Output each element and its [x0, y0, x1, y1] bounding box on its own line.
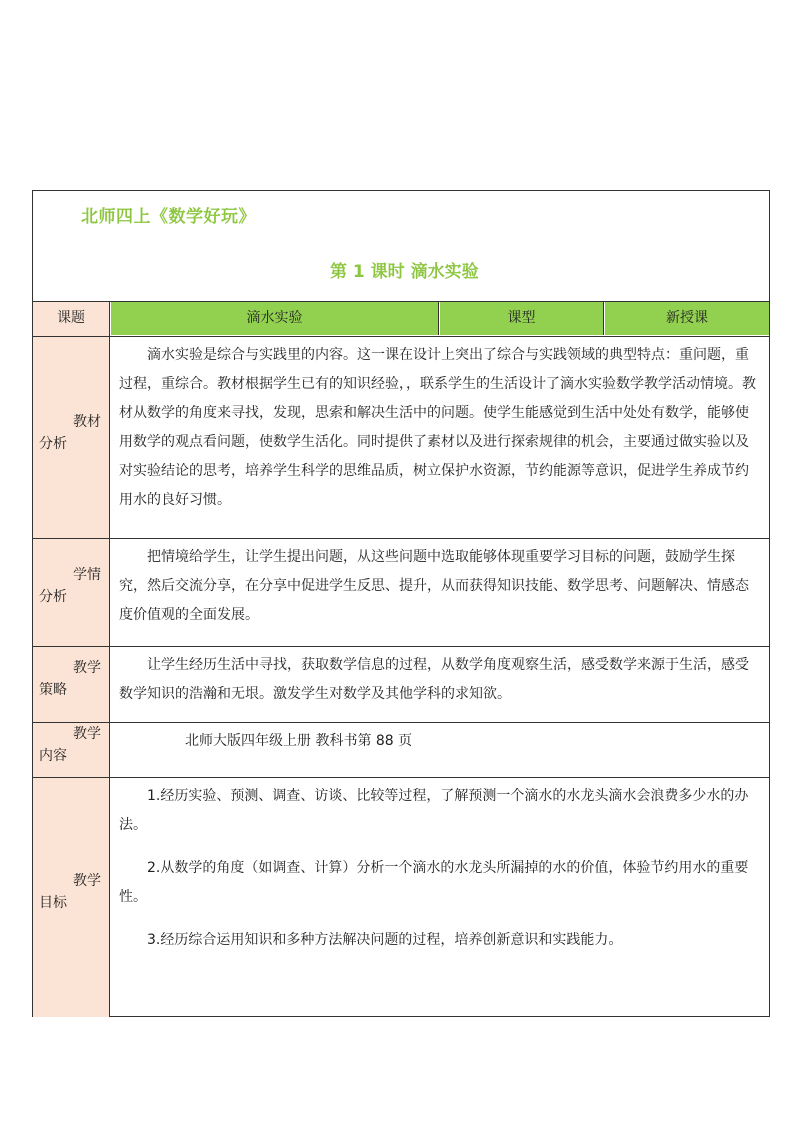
teaching-content-row [33, 722, 769, 777]
title-block [33, 191, 769, 301]
series-title: 北师四上《数学好玩》 [81, 207, 256, 227]
teaching-goals-row [33, 777, 769, 1017]
student-analysis-text: 把情境给学生，让学生提出问题，从这些问题中选取能够体现重要学习目标的问题，鼓励学生探究，然后交流分享，在分享中促进学生反思、提升，从而获得知识技能、数学思考、问题解决、情感态度价值观的全面发展。 [119, 549, 749, 623]
teaching-content-label: 教学 内容 [33, 723, 110, 777]
type-label: 课型 [440, 302, 604, 335]
goal-item: 1.经历实验、预测、调查、访谈、比较等过程，了解预测一个滴水的水龙头滴水会浪费多少水的办法。 [119, 788, 749, 833]
material-analysis-text: 滴水实验是综合与实践里的内容。这一课在设计上突出了综合与实践领域的典型特点：重问题，重过程，重综合。教材根据学生已有的知识经验，，联系学生的生活设计了滴水实验数学教学活动情境。教材从数学的角度来寻找，发现，思索和解决生活中的问题。使学生能感觉到生活中处处有数学，能够使用数学的观点看问题，使数学生活化。同时提供了素材以及进行探索规律的机会，主要通过做实验以及对实验结论的思考，培养学生科学的思维品质，树立保护水资源，节约能源等意识，促进学生养成节约用水的良好习惯。 [119, 347, 756, 508]
teaching-content-text: 北师大版四年级上册 教科书第 88 页 [185, 733, 413, 749]
teaching-strategy-label: 教学 策略 [33, 647, 110, 722]
info-row [33, 301, 769, 336]
type-value: 新授课 [605, 302, 769, 335]
teaching-strategy-text: 让学生经历生活中寻找，获取数学信息的过程，从数学角度观察生活，感受数学来源于生活，感受数学知识的浩瀚和无垠。激发学生对数学及其他学科的求知欲。 [119, 657, 749, 702]
topic-label: 课题 [33, 302, 110, 336]
student-analysis-label: 学情 分析 [33, 539, 110, 646]
teaching-goals-label: 教学 目标 [33, 778, 110, 1017]
lesson-title: 第 1 课时 滴水实验 [330, 262, 479, 282]
material-analysis-label: 教材 分析 [33, 337, 110, 538]
lesson-plan-table [32, 190, 770, 1017]
goal-item: 3.经历综合运用知识和多种方法解决问题的过程，培养创新意识和实践能力。 [147, 932, 623, 948]
teaching-strategy-row [33, 646, 769, 722]
goal-item: 2.从数学的角度（如调查、计算）分析一个滴水的水龙头所漏掉的水的价值，体验节约用水的重要性。 [119, 860, 749, 905]
topic-value: 滴水实验 [111, 302, 439, 335]
material-analysis-row [33, 336, 769, 538]
teaching-goals-list [111, 778, 769, 1017]
student-analysis-row [33, 538, 769, 646]
